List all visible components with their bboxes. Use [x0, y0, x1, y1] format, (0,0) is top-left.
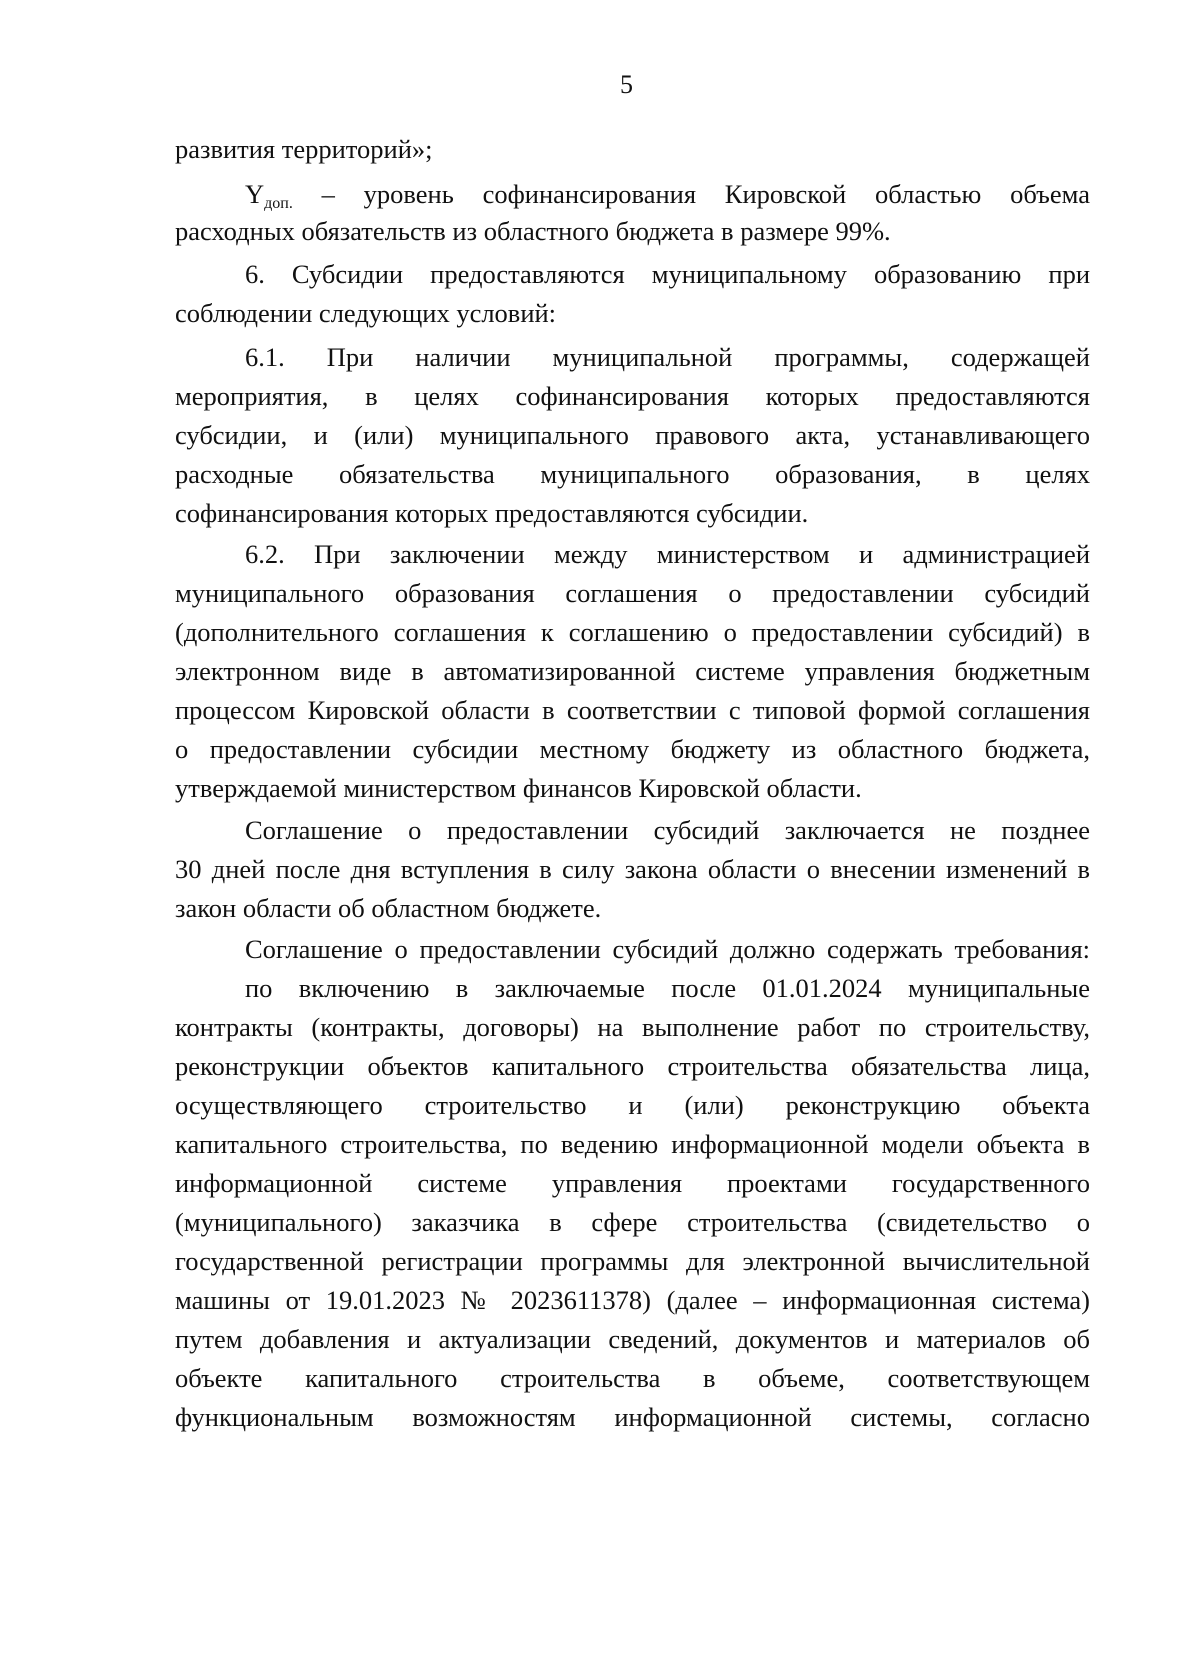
text-line [175, 533, 1090, 575]
text-line-content: реконструкции объектов капитального строительства обязательства лица, [175, 1051, 1090, 1081]
text-line [175, 173, 1090, 215]
text-line [175, 1396, 1090, 1438]
text-line-content: (муниципального) заказчика в сфере строительства (свидетельство о [175, 1207, 1090, 1237]
text-line [175, 453, 1090, 495]
text-line [175, 1006, 1090, 1048]
text-line-content: 6. Субсидии предоставляются муниципальному образованию при [245, 259, 1090, 289]
text-line [175, 1357, 1090, 1399]
text-line [175, 767, 1090, 809]
text-line [175, 689, 1090, 731]
text-line [175, 1279, 1090, 1321]
text-line-content: контракты (контракты, договоры) на выполнение работ по строительству, [175, 1012, 1090, 1042]
text-line-content: 6.1. При наличии муниципальной программы, содержащей [245, 342, 1090, 372]
text-line-content: по включению в заключаемые после 01.01.2024 муниципальные [245, 973, 1090, 1003]
text-line-content: расходных обязательств из областного бюджета в размере 99%. [175, 216, 891, 246]
y-symbol: Y [245, 179, 265, 209]
text-line-content: государственной регистрации программы для электронной вычислительной [175, 1246, 1090, 1276]
text-line-content: (дополнительного соглашения к соглашению о предоставлении субсидий) в [175, 617, 1090, 647]
text-line [175, 1045, 1090, 1087]
text-line-content: развития территорий»; [175, 134, 433, 164]
text-line-content: процессом Кировской области в соответствии с типовой формой соглашения [175, 695, 1090, 725]
text-line-content: субсидии, и (или) муниципального правового акта, устанавливающего [175, 420, 1090, 450]
text-line-content: объекте капитального строительства в объеме, соответствующем [175, 1363, 1090, 1393]
text-line-content: Соглашение о предоставлении субсидий заключается не позднее [245, 815, 1090, 845]
text-line [175, 1084, 1090, 1126]
text-line-content: 30 дней после дня вступления в силу закона области о внесении изменений в [175, 854, 1090, 884]
text-line [175, 1162, 1090, 1204]
text-line [175, 253, 1090, 295]
text-line [175, 128, 1090, 170]
text-line [175, 414, 1090, 456]
text-line-content: информационной системе управления проектами государственного [175, 1168, 1090, 1198]
text-line [175, 1240, 1090, 1282]
text-line-content: машины от 19.01.2023 № 2023611378) (далее – информационная система) [175, 1285, 1090, 1315]
text-line [175, 967, 1090, 1009]
text-line [175, 928, 1090, 970]
text-line-content: соблюдении следующих условий: [175, 298, 557, 328]
text-line-content: мероприятия, в целях софинансирования которых предоставляются [175, 381, 1090, 411]
text-line-content: функциональным возможностям информационной системы, согласно [175, 1402, 1090, 1432]
text-line-content: утверждаемой министерством финансов Кировской области. [175, 773, 862, 803]
text-line-content: муниципального образования соглашения о предоставлении субсидий [175, 578, 1090, 608]
text-line-content: осуществляющего строительство и (или) реконструкцию объекта [175, 1090, 1090, 1120]
text-line-content: 6.2. При заключении между министерством и администрацией [245, 539, 1090, 569]
text-line [175, 375, 1090, 417]
text-line-content: закон области об областном бюджете. [175, 893, 602, 923]
text-line [175, 887, 1090, 929]
text-line-content: софинансирования которых предоставляются субсидии. [175, 498, 809, 528]
text-line [175, 336, 1090, 378]
y-subscript: доп. [264, 195, 293, 212]
text-line [175, 292, 1090, 334]
text-line [175, 492, 1090, 534]
page-number: 5 [620, 70, 633, 99]
y-definition: – уровень софинансирования Кировской областью объема [292, 179, 1090, 209]
text-line [175, 809, 1090, 851]
text-line-content: о предоставлении субсидии местному бюджету из областного бюджета, [175, 734, 1090, 764]
text-line-content: путем добавления и актуализации сведений, документов и материалов об [175, 1324, 1090, 1354]
text-line [175, 572, 1090, 614]
text-line-content: капитального строительства, по ведению информационной модели объекта в [175, 1129, 1090, 1159]
text-line-content: расходные обязательства муниципального образования, в целях [175, 459, 1090, 489]
text-line-content: электронном виде в автоматизированной системе управления бюджетным [175, 656, 1090, 686]
text-line [175, 1201, 1090, 1243]
text-line [175, 650, 1090, 692]
text-line [175, 728, 1090, 770]
text-line [175, 1123, 1090, 1165]
text-line-content: Соглашение о предоставлении субсидий должно содержать требования: [245, 934, 1090, 964]
text-line [175, 611, 1090, 653]
text-line [175, 848, 1090, 890]
text-line [175, 1318, 1090, 1360]
text-line [175, 210, 1090, 252]
